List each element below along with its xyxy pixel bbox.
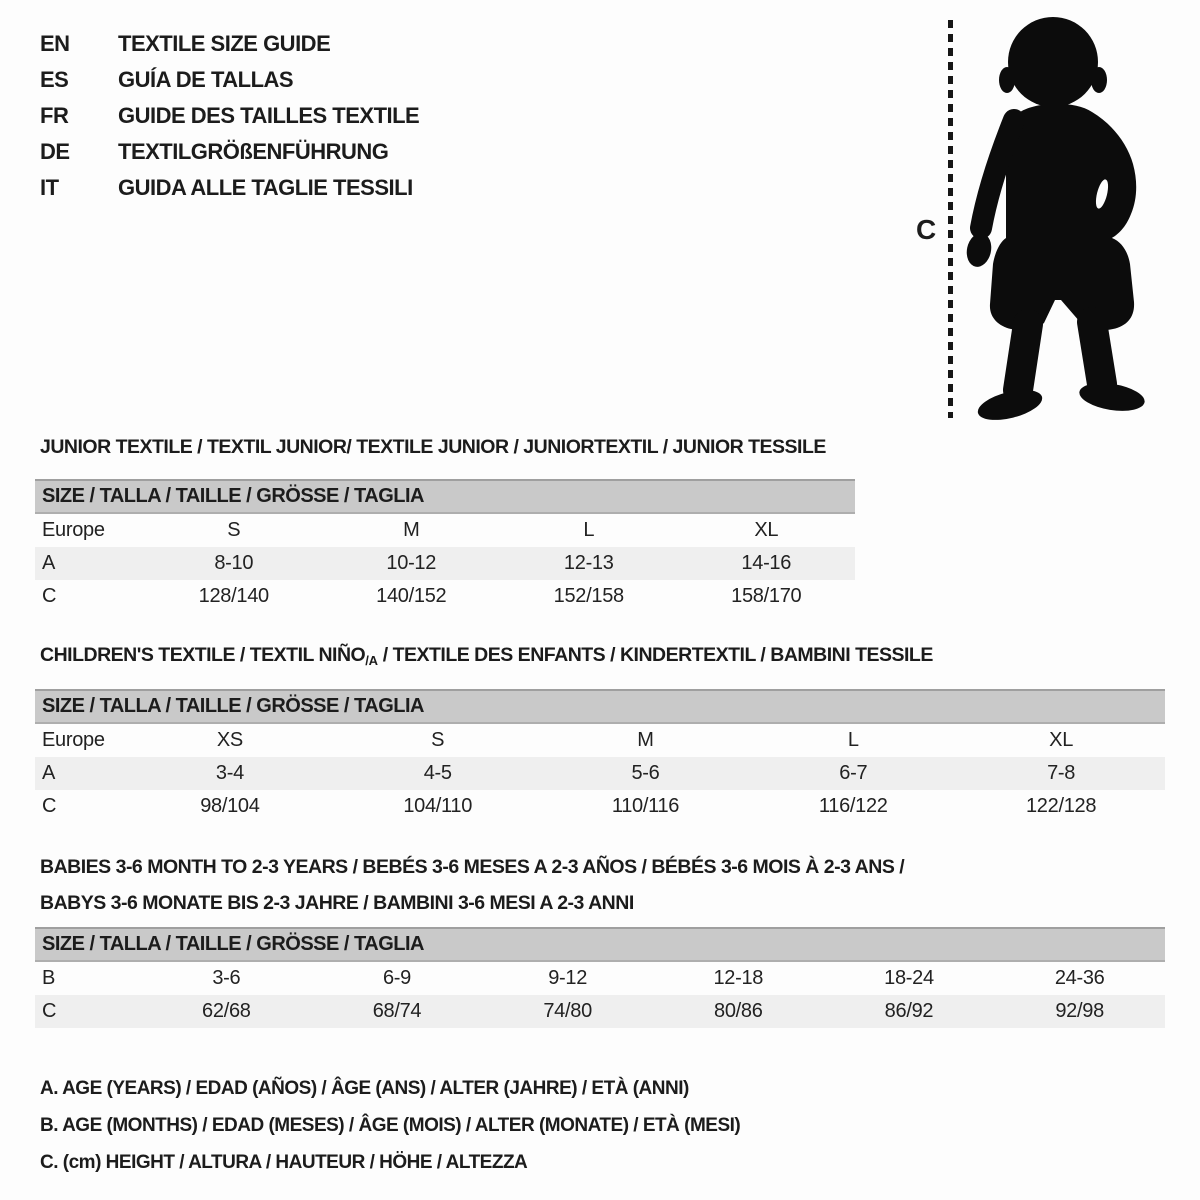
- table-cell: 110/116: [611, 795, 680, 817]
- note-age-months: B. AGE (MONTHS) / EDAD (MESES) / ÂGE (MOIS) / ALTER (MONATE) / ETÀ (MESI): [40, 1115, 741, 1136]
- table-cell: XL: [754, 519, 779, 541]
- junior-textile-section-title: JUNIOR TEXTILE / TEXTIL JUNIOR/ TEXTILE JUNIOR / JUNIORTEXTIL / JUNIOR TESSILE: [40, 436, 826, 458]
- language-code: EN: [40, 31, 70, 56]
- title-subscript: /A: [365, 653, 378, 668]
- table-row-height: [35, 790, 1165, 823]
- legend-notes: [40, 1070, 740, 1181]
- language-code: DE: [40, 139, 70, 164]
- row-label: C: [42, 585, 57, 607]
- table-cell: 158/170: [731, 585, 802, 607]
- table-cell: 62/68: [202, 1000, 251, 1022]
- table-cell: 74/80: [543, 1000, 592, 1022]
- language-guide-title: GUIDA ALLE TAGLIE TESSILI: [118, 175, 413, 200]
- table-cell: 128/140: [198, 585, 269, 607]
- row-label: A: [42, 552, 56, 574]
- language-guide-title: GUIDE DES TAILLES TEXTILE: [118, 103, 420, 128]
- table-cell: 8-10: [214, 552, 254, 574]
- table-cell: 3-6: [212, 967, 241, 989]
- table-cell: M: [403, 519, 420, 541]
- table-cell: 80/86: [714, 1000, 763, 1022]
- table-cell: 4-5: [423, 762, 452, 784]
- row-label: A: [42, 762, 56, 784]
- table-cell: 7-8: [1047, 762, 1076, 784]
- childrens-textile-table: [35, 689, 1165, 823]
- row-label: C: [42, 795, 57, 817]
- language-code: FR: [40, 103, 69, 128]
- table-cell: 122/128: [1025, 795, 1097, 817]
- size-header-bar: SIZE / TALLA / TAILLE / GRÖSSE / TAGLIA: [35, 689, 1165, 724]
- language-row: [40, 170, 419, 206]
- row-label: Europe: [42, 519, 105, 541]
- table-cell: 104/110: [403, 795, 473, 817]
- table-cell: 92/98: [1055, 1000, 1104, 1022]
- table-cell: 152/158: [553, 585, 624, 607]
- babies-textile-table: [35, 927, 1165, 1028]
- language-guide-title: GUÍA DE TALLAS: [118, 67, 294, 92]
- baby-silhouette-icon: [960, 14, 1160, 424]
- table-cell: 24-36: [1054, 967, 1105, 989]
- table-row-height: [35, 995, 1165, 1028]
- table-cell: 5-6: [631, 762, 660, 784]
- table-row-height: [35, 580, 855, 613]
- table-cell: S: [227, 519, 241, 541]
- table-cell: 12-13: [563, 552, 614, 574]
- title-text: CHILDREN'S TEXTILE / TEXTIL NIÑO: [40, 644, 366, 666]
- table-cell: XL: [1049, 729, 1074, 751]
- note-age-years: A. AGE (YEARS) / EDAD (AÑOS) / ÂGE (ANS) / ALTER (JAHRE) / ETÀ (ANNI): [40, 1078, 689, 1099]
- language-code: IT: [40, 175, 59, 200]
- table-cell: S: [431, 729, 445, 751]
- language-row: [40, 98, 419, 134]
- table-cell: 86/92: [884, 1000, 934, 1022]
- table-cell: 10-12: [386, 552, 437, 574]
- table-cell: 6-9: [382, 967, 411, 989]
- table-cell: 140/152: [376, 585, 447, 607]
- childrens-textile-section-title: [40, 644, 933, 667]
- language-guide-title: TEXTILE SIZE GUIDE: [118, 31, 331, 56]
- height-measure-dashed-line: [948, 20, 953, 418]
- height-c-label: C: [916, 214, 937, 245]
- table-cell: 6-7: [839, 762, 868, 784]
- table-cell: 116/122: [818, 795, 888, 817]
- row-label: C: [42, 1000, 57, 1022]
- table-row-europe: [35, 514, 855, 547]
- language-guide-title: TEXTILGRÖßENFÜHRUNG: [118, 139, 389, 164]
- table-cell: 3-4: [215, 762, 244, 784]
- table-cell: 14-16: [741, 552, 792, 574]
- table-row-months: [35, 962, 1165, 995]
- junior-size-grid: [35, 514, 855, 613]
- table-cell: XS: [216, 729, 243, 751]
- table-row-europe: [35, 724, 1165, 757]
- junior-textile-table: [35, 479, 855, 613]
- table-cell: 18-24: [884, 967, 934, 989]
- size-header-bar: SIZE / TALLA / TAILLE / GRÖSSE / TAGLIA: [35, 927, 1165, 962]
- language-row: [40, 134, 419, 170]
- table-cell: L: [847, 729, 859, 751]
- table-cell: 12-18: [713, 967, 764, 989]
- language-row: [40, 62, 419, 98]
- row-label: B: [42, 967, 56, 989]
- language-code: ES: [40, 67, 69, 92]
- language-row: [40, 26, 419, 62]
- table-cell: M: [637, 729, 654, 751]
- babies-section-title: [40, 849, 904, 921]
- note-height-cm: C. (cm) HEIGHT / ALTURA / HAUTEUR / HÖHE / ALTEZZA: [40, 1152, 528, 1173]
- table-cell: 9-12: [548, 967, 588, 989]
- table-row-age: [35, 757, 1165, 790]
- size-header-bar: SIZE / TALLA / TAILLE / GRÖSSE / TAGLIA: [35, 479, 855, 514]
- babies-size-grid: [35, 962, 1165, 1028]
- table-cell: L: [583, 519, 595, 541]
- babies-title-line1: BABIES 3-6 MONTH TO 2-3 YEARS / BEBÉS 3-6 MESES A 2-3 AÑOS / BÉBÉS 3-6 MOIS À 2-3 ANS /: [40, 856, 905, 878]
- language-title-list: [40, 26, 419, 206]
- babies-title-line2: BABYS 3-6 MONATE BIS 2-3 JAHRE / BAMBINI 3-6 MESI A 2-3 ANNI: [40, 892, 634, 914]
- childrens-size-grid: [35, 724, 1165, 823]
- title-text: / TEXTILE DES ENFANTS / KINDERTEXTIL / BAMBINI TESSILE: [377, 644, 933, 666]
- row-label: Europe: [42, 729, 105, 751]
- table-cell: 98/104: [200, 795, 260, 817]
- table-cell: 68/74: [372, 1000, 422, 1022]
- table-row-age: [35, 547, 855, 580]
